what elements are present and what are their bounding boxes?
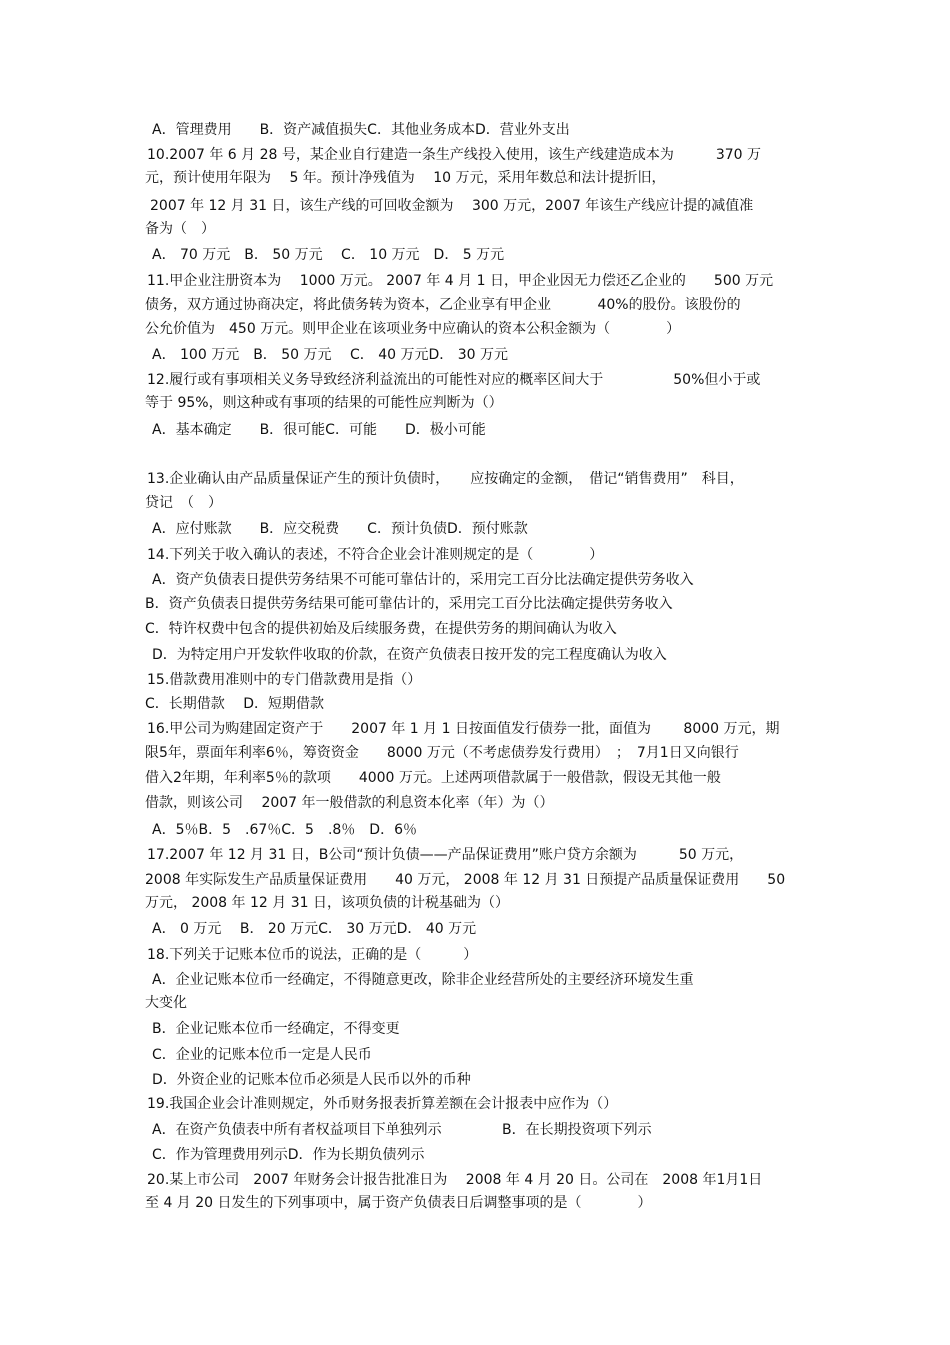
text-line: 14.下列关于收入确认的表述，不符合企业会计准则规定的是（ ）	[147, 547, 604, 563]
text-line: A．应付账款 B．应交税费 C．预计负债D．预付账款	[152, 521, 528, 537]
text-line: 等于 95%，则这种或有事项的结果的可能性应判断为（）	[145, 395, 503, 411]
text-line: 2008 年实际发生产品质量保证费用 40 万元， 2008 年 12 月 31 日预提产品质量保证费用 50	[145, 872, 786, 888]
text-line: 19.我国企业会计准则规定，外币财务报表折算差额在会计报表中应作为（）	[147, 1096, 618, 1112]
text-line: A．企业记账本位币一经确定，不得随意更改，除非企业经营所处的主要经济环境发生重	[152, 972, 694, 988]
text-line: A． 100 万元 B． 50 万元 C． 40 万元D． 30 万元	[152, 347, 508, 363]
text-line: 贷记 （ ）	[145, 495, 222, 511]
text-line: 万元， 2008 年 12 月 31 日，该项负债的计税基础为（）	[145, 895, 509, 911]
text-line: C．企业的记账本位币一定是人民币	[152, 1047, 372, 1063]
text-line: 12.履行或有事项相关义务导致经济利益流出的可能性对应的概率区间大于 50%但小于或	[147, 372, 761, 388]
text-line: A． 70 万元 B． 50 万元 C． 10 万元 D． 5 万元	[152, 247, 505, 263]
text-line: 借款，则该公司 2007 年一般借款的利息资本化率（年）为（）	[145, 795, 554, 811]
text-line: 11.甲企业注册资本为 1000 万元。 2007 年 4 月 1 日，甲企业因无力偿还乙企业的 500 万元	[147, 273, 774, 289]
text-line: 20.某上市公司 2007 年财务会计报告批准日为 2008 年 4 月 20 日。公司在 2008 年1月1日	[147, 1172, 763, 1188]
text-line: C．作为管理费用列示D．作为长期负债列示	[152, 1147, 425, 1163]
text-line: B．资产负债表日提供劳务结果可能可靠估计的，采用完工百分比法确定提供劳务收入	[145, 596, 673, 612]
text-line: 16.甲公司为购建固定资产于 2007 年 1 月 1 日按面值发行债券一批，面值为 8000 万元，期	[147, 721, 780, 737]
text-line: 公允价值为 450 万元。则甲企业在该项业务中应确认的资本公积金额为（ ）	[145, 321, 681, 337]
text-line: 元，预计使用年限为 5 年。预计净残值为 10 万元，采用年数总和法计提折旧，	[145, 170, 666, 186]
text-line: A．管理费用 B．资产减值损失C．其他业务成本D．营业外支出	[152, 122, 570, 138]
text-line: A．在资产负债表中所有者权益项目下单独列示 B．在长期投资项下列示	[152, 1122, 652, 1138]
text-line: 借入2年期，年利率5％的款项 4000 万元。上述两项借款属于一般借款，假设无其他一般	[145, 770, 721, 786]
text-line: 10.2007 年 6 月 28 号，某企业自行建造一条生产线投入使用，该生产线建造成本为 370 万	[147, 147, 762, 163]
text-line: C．特许权费中包含的提供初始及后续服务费，在提供劳务的期间确认为收入	[145, 621, 617, 637]
text-line: 18.下列关于记账本位币的说法，正确的是（ ）	[147, 947, 478, 963]
text-line: A． 0 万元 B． 20 万元C． 30 万元D． 40 万元	[152, 921, 477, 937]
text-line: A．资产负债表日提供劳务结果不可能可靠估计的，采用完工百分比法确定提供劳务收入	[152, 572, 694, 588]
text-line: 2007 年 12 月 31 日，该生产线的可回收金额为 300 万元，2007 年该生产线应计提的减值准	[150, 198, 754, 214]
text-line: 13.企业确认由产品质量保证产生的预计负债时， 应按确定的金额， 借记“销售费用” 科目，	[147, 471, 744, 487]
text-line: A．5％B．5 .67％C．5 .8％ D．6％	[152, 822, 417, 838]
text-line: 债务，双方通过协商决定，将此债务转为资本，乙企业享有甲企业 40%的股份。该股份的	[145, 297, 741, 313]
text-line: C．长期借款 D．短期借款	[145, 696, 325, 712]
text-line: 备为（ ）	[145, 221, 215, 237]
text-line: 15.借款费用准则中的专门借款费用是指（）	[147, 672, 422, 688]
text-line: 至 4 月 20 日发生的下列事项中，属于资产负债表日后调整事项的是（ ）	[145, 1195, 652, 1211]
text-line: D．外资企业的记账本位币必须是人民币以外的币种	[152, 1072, 471, 1088]
text-line: 17.2007 年 12 月 31 日，B公司“预计负债——产品保证费用”账户贷方余额为 50 万元，	[147, 847, 744, 863]
text-line: 大变化	[145, 995, 187, 1011]
text-line: B．企业记账本位币一经确定，不得变更	[152, 1021, 400, 1037]
text-line: D．为特定用户开发软件收取的价款，在资产负债表日按开发的完工程度确认为收入	[152, 647, 667, 663]
text-line: A．基本确定 B．很可能C．可能 D．极小可能	[152, 422, 486, 438]
text-line: 限5年，票面年利率6％，筹资资金 8000 万元（不考虑债券发行费用） ； 7月1日又向银行	[145, 745, 739, 761]
